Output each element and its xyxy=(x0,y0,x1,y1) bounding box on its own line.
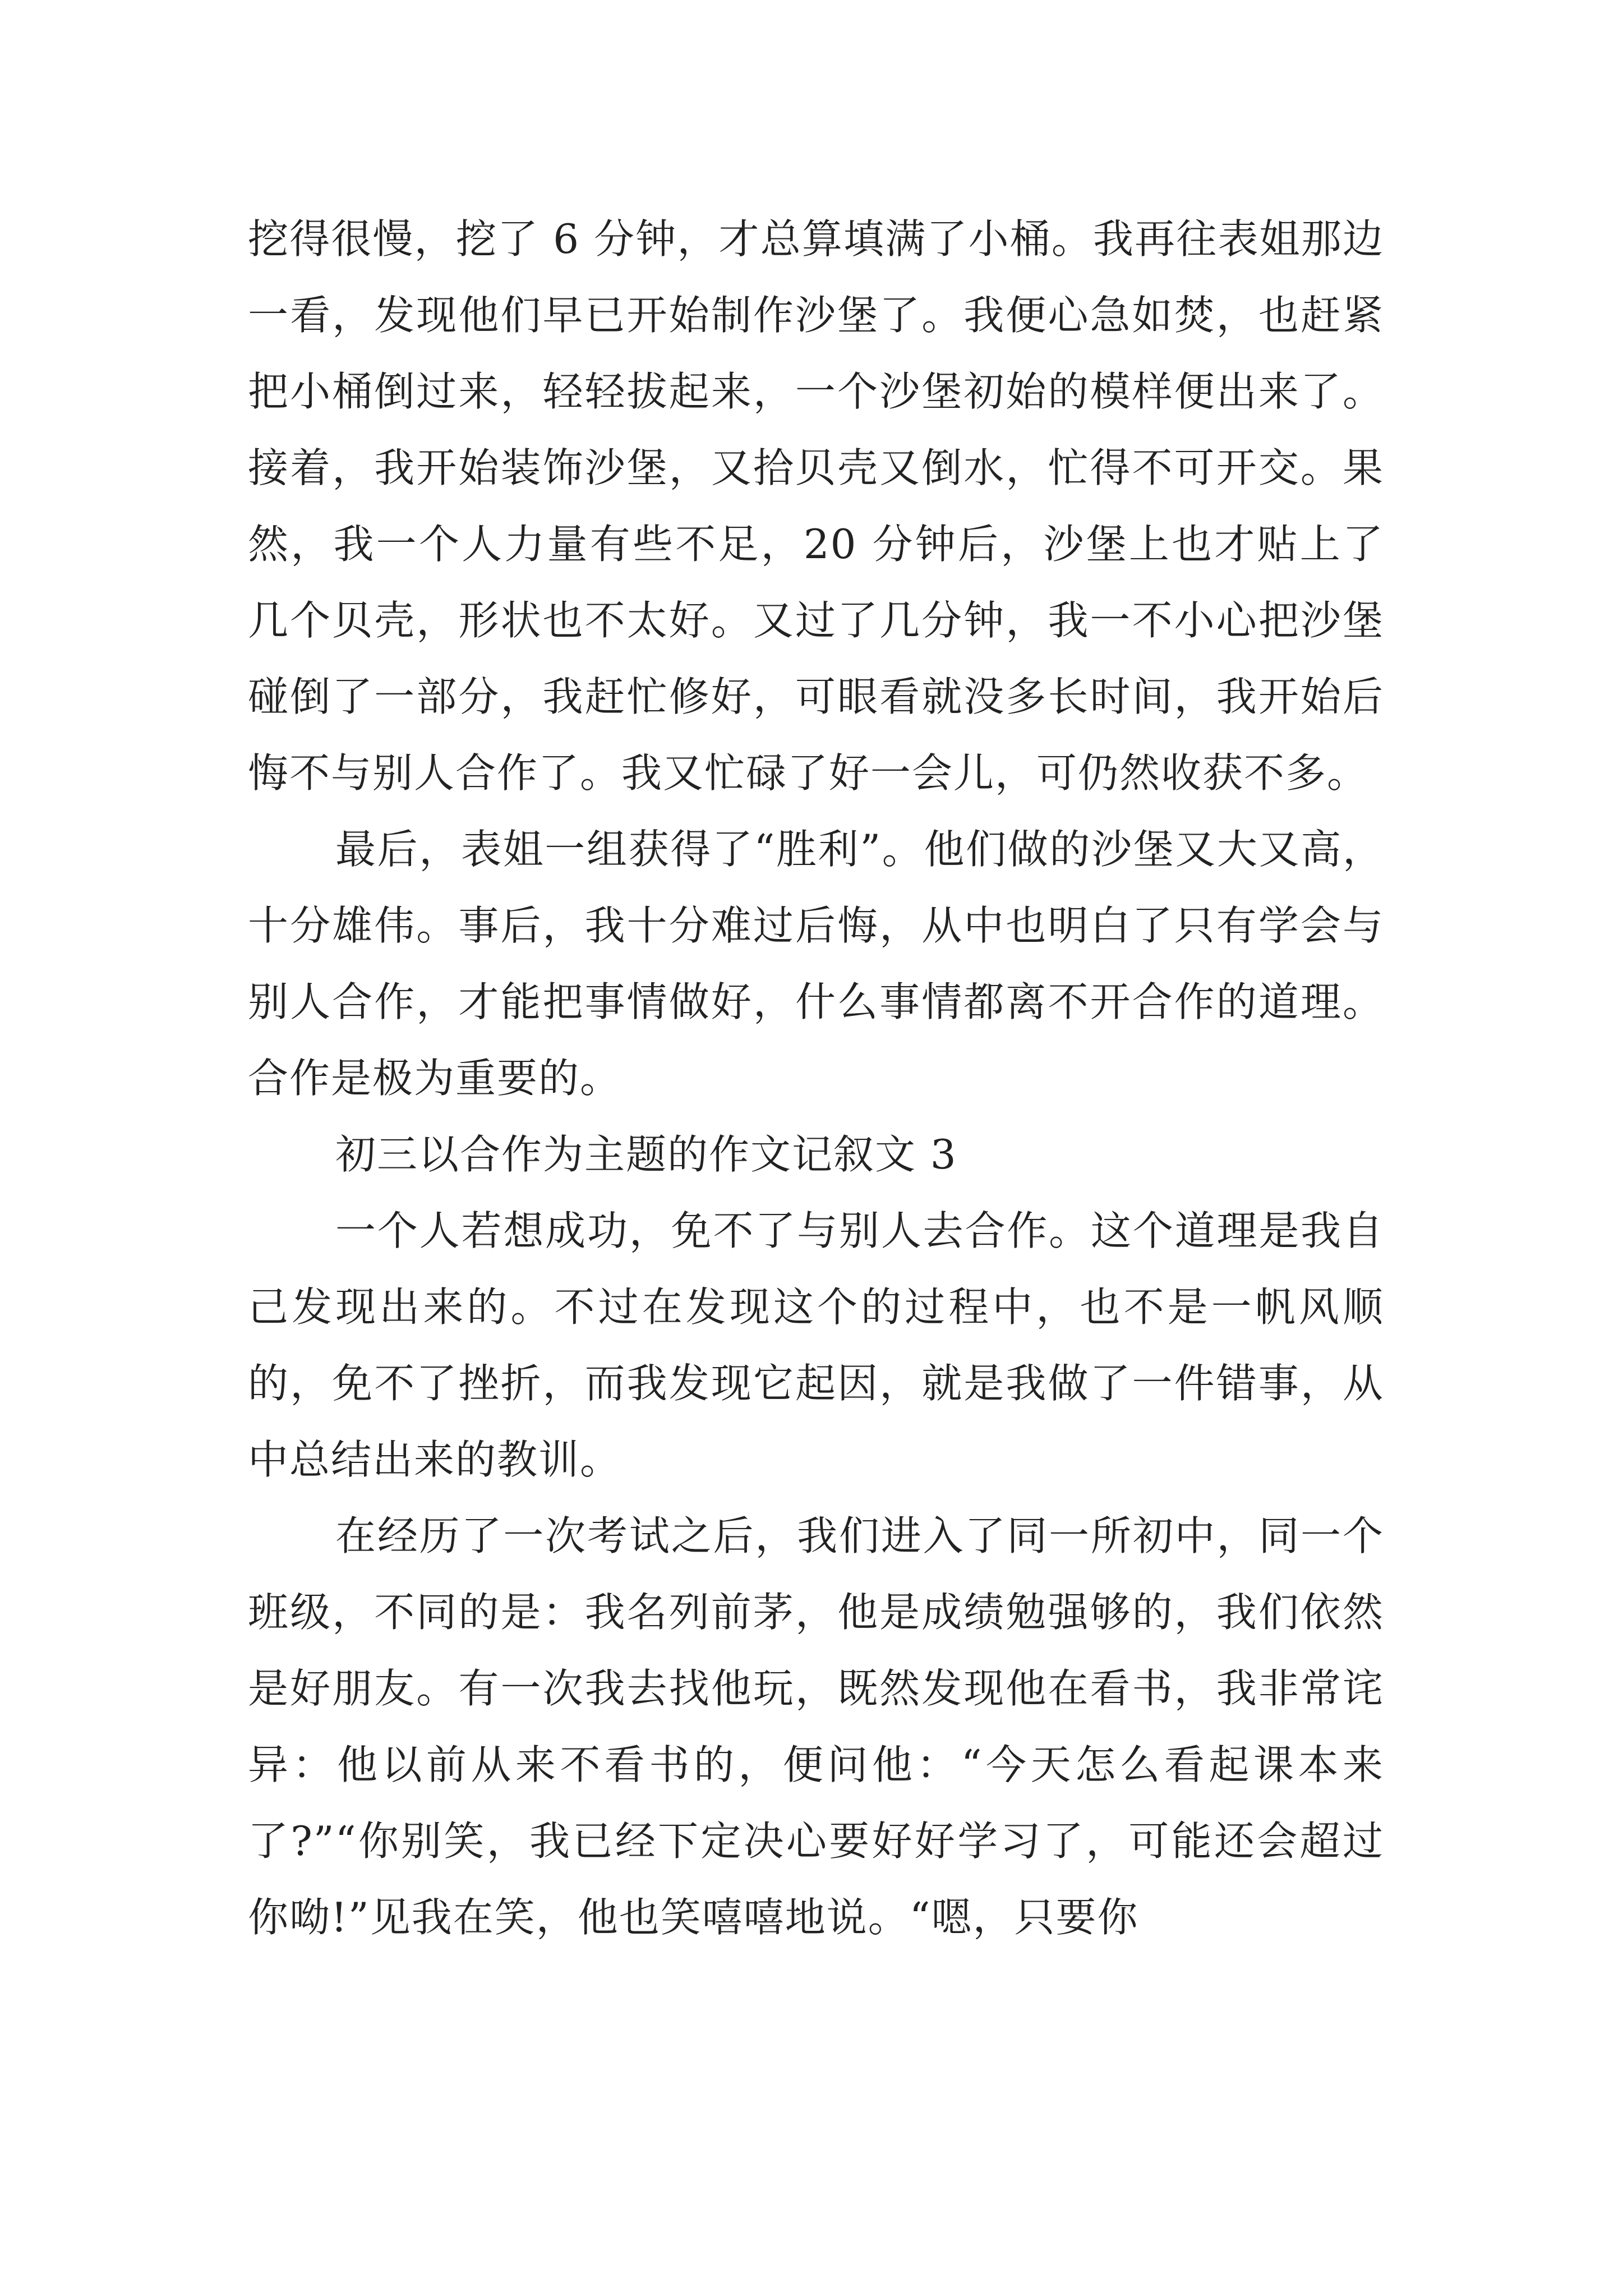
document-body xyxy=(248,201,1384,1955)
paragraph-1: 挖得很慢，挖了 6 分钟，才总算填满了小桶。我再往表姐那边一看，发现他们早已开始制作沙堡了。我便心急如焚，也赶紧把小桶倒过来，轻轻拔起来，一个沙堡初始的模样便出来了。接着，我开始装饰沙堡，又拾贝壳又倒水，忙得不可开交。果然，我一个人力量有些不足，20 分钟后，沙堡上也才贴上了几个贝壳，形状也不太好。又过了几分钟，我一不小心把沙堡碰倒了一部分，我赶忙修好，可眼看就没多长时间，我开始后悔不与别人合作了。我又忙碌了好一会儿，可仍然收获不多。 xyxy=(248,215,1384,797)
paragraph-4: 在经历了一次考试之后，我们进入了同一所初中，同一个班级，不同的是：我名列前茅，他是成绩勉强够的，我们依然是好朋友。有一次我去找他玩，既然发现他在看书，我非常诧异：他以前从来不看书的，便问他：“今天怎么看起课本来了?”“你别笑，我已经下定决心要好好学习了，可能还会超过你呦!”见我在笑，他也笑嘻嘻地说。“嗯，只要你 xyxy=(248,1512,1384,1941)
paragraph-2: 最后，表姐一组获得了“胜利”。他们做的沙堡又大又高，十分雄伟。事后，我十分难过后悔，从中也明白了只有学会与别人合作，才能把事情做好，什么事情都离不开合作的道理。合作是极为重要的。 xyxy=(248,826,1384,1102)
section-heading: 初三以合作为主题的作文记叙文 3 xyxy=(335,1131,957,1178)
paragraph-3: 一个人若想成功，免不了与别人去合作。这个道理是我自己发现出来的。不过在发现这个的过程中，也不是一帆风顺的，免不了挫折，而我发现它起因，就是我做了一件错事，从中总结出来的教训。 xyxy=(248,1207,1384,1483)
